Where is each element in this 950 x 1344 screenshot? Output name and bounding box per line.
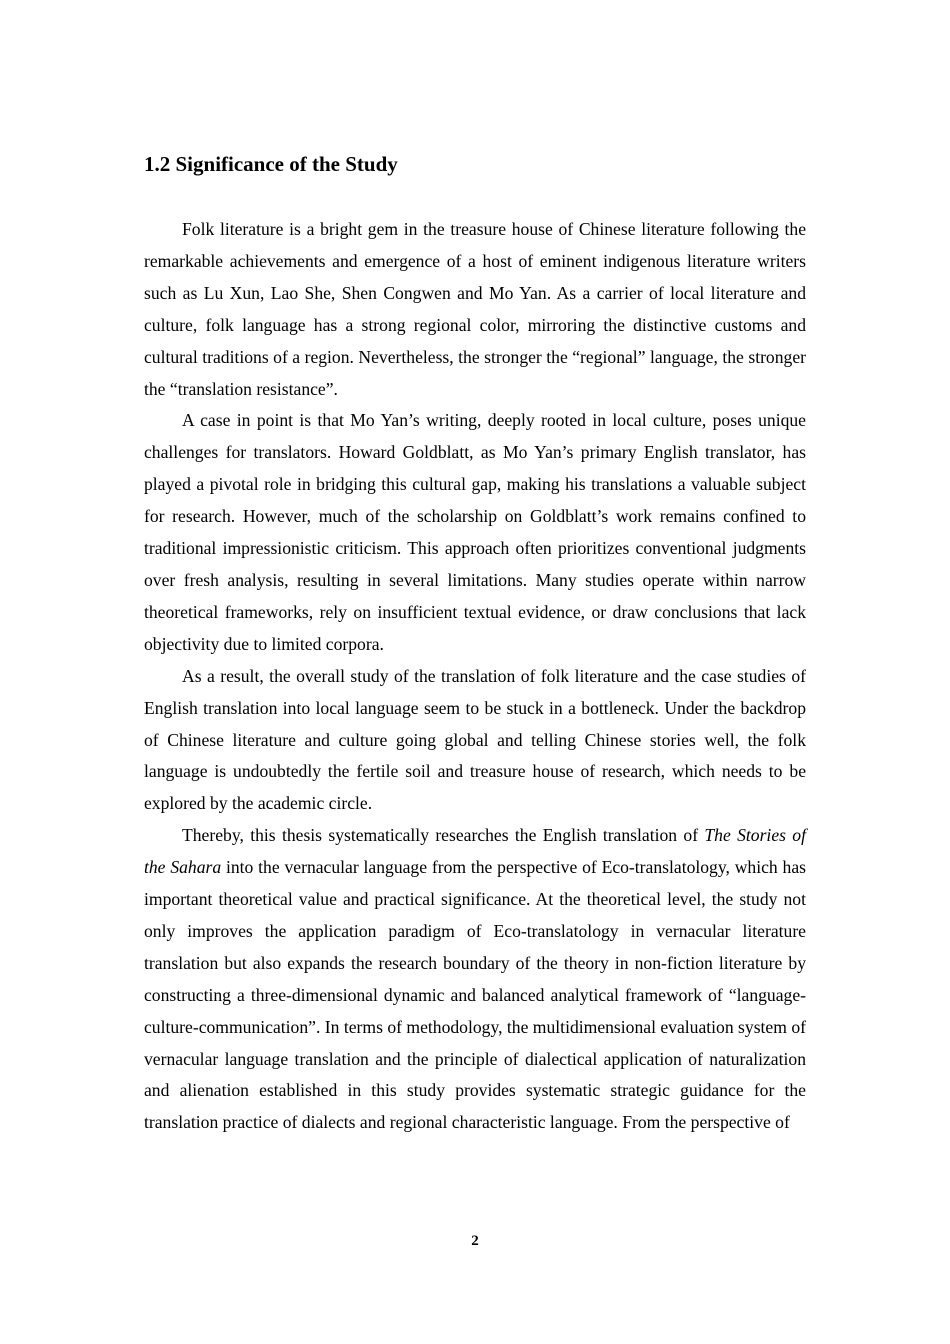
section-heading: 1.2 Significance of the Study <box>144 152 398 176</box>
paragraph-text-before-title: Thereby, this thesis systematically researches the English translation of <box>182 825 705 846</box>
paragraph-bottleneck: As a result, the overall study of the translation of folk literature and the case studies of English translation into local language seem to be stuck in a bottleneck. Under the backdrop of Chinese literature and culture going global and telling Chinese stories well, the folk language is undoubtedly the fertile soil and treasure house of research, which needs to be explored by the academic circle. <box>144 665 806 814</box>
page-number: 2 <box>471 1233 479 1249</box>
book-title: The Stories of the Sahara <box>144 825 806 878</box>
paragraph-thesis-significance <box>144 820 806 1139</box>
body-text <box>144 214 806 1139</box>
paragraph-text-after-title: into the vernacular language from the perspective of Eco-translatology, which has important theoretical value and practical significance. At the theoretical level, the study not only improves the application paradigm of Eco-translatology in vernacular literature translation but also expands the research boundary of the theory in non-fiction literature by constructing a three-dimensional dynamic and balanced analytical framework of “language-culture-communication”. In terms of methodology, the multidimensional evaluation system of vernacular language translation and the principle of dialectical application of naturalization and alienation established in this study provides systematic strategic guidance for the translation practice of dialects and regional characteristic language. From the perspective of <box>144 857 806 1133</box>
paragraph-mo-yan-case: A case in point is that Mo Yan’s writing, deeply rooted in local culture, poses unique challenges for translators. Howard Goldblatt, as Mo Yan’s primary English translator, has played a pivotal role in bridging this cultural gap, making his translations a valuable subject for research. However, much of the scholarship on Goldblatt’s work remains confined to traditional impressionistic criticism. This approach often prioritizes conventional judgments over fresh analysis, resulting in several limitations. Many studies operate within narrow theoretical frameworks, rely on insufficient textual evidence, or draw conclusions that lack objectivity due to limited corpora. <box>144 410 806 654</box>
paragraph-folk-literature: Folk literature is a bright gem in the treasure house of Chinese literature following the remarkable achievements and emergence of a host of eminent indigenous literature writers such as Lu Xun, Lao She, Shen Congwen and Mo Yan. As a carrier of local literature and culture, folk language has a strong regional color, mirroring the distinctive customs and cultural traditions of a region. Nevertheless, the stronger the “regional” language, the stronger the “translation resistance”. <box>144 219 806 399</box>
